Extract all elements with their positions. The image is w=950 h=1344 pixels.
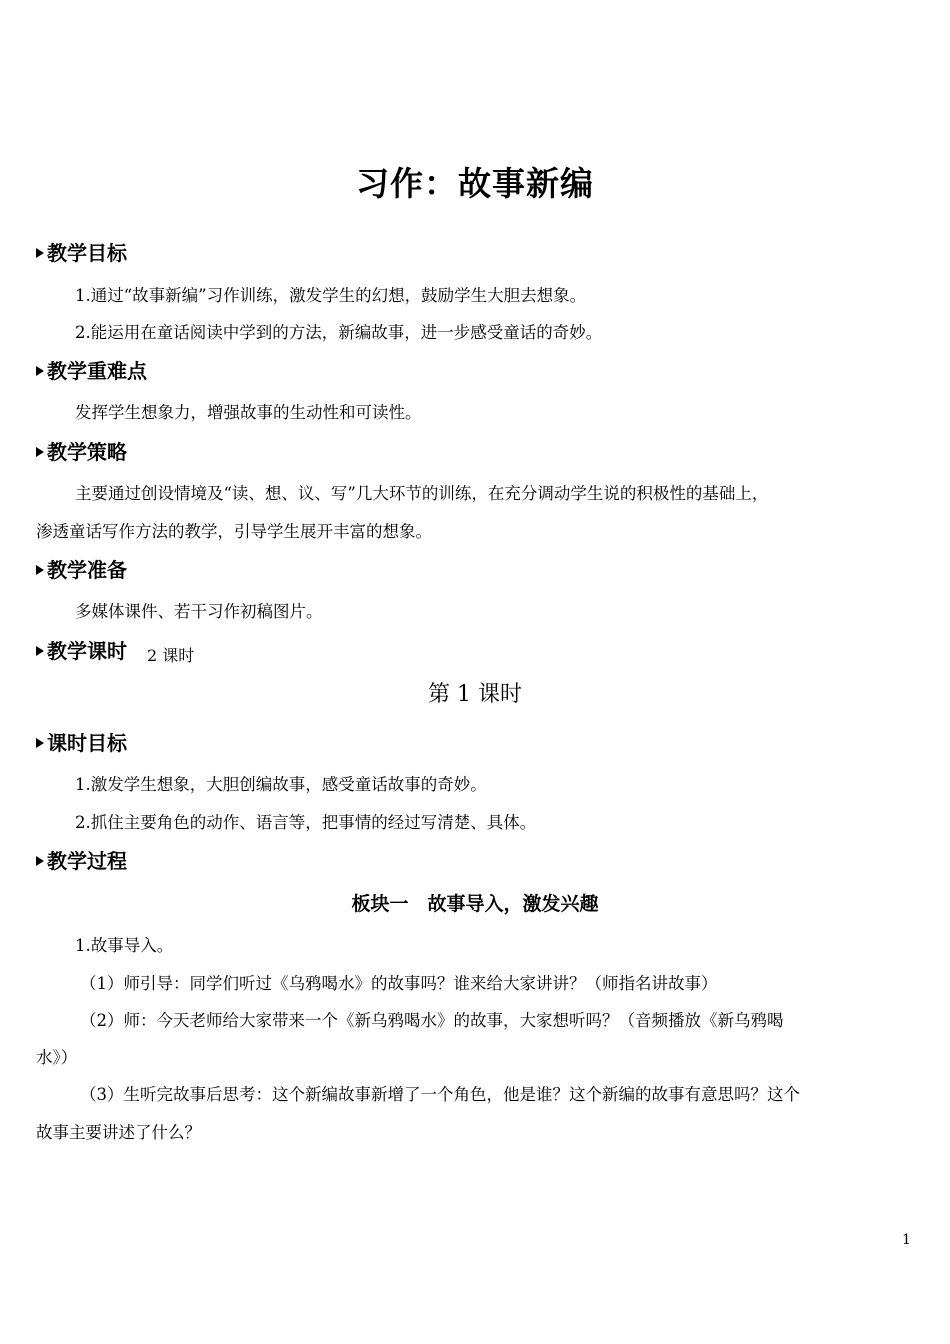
page-title: 习作：故事新编: [356, 164, 594, 203]
heading-lesson-goals: [36, 727, 127, 756]
heading-label: 教学目标: [47, 241, 127, 265]
strategy-text-line1: 主要通过创设情境及“读、想、议、写”几大环节的训练，在充分调动学生说的积极性的基础上，: [75, 484, 769, 503]
triangle-bullet-icon: [36, 565, 44, 575]
preparation-text: 多媒体课件、若干习作初稿图片。: [75, 602, 323, 621]
heading-label: 教学课时: [47, 639, 127, 663]
lesson-goal-item: 1.激发学生想象，大胆创编故事，感受童话故事的奇妙。: [75, 775, 487, 794]
heading-preparation: [36, 554, 127, 583]
class-hours-value: 2 课时: [147, 646, 195, 665]
process-step: （3）生听完故事后思考：这个新编故事新增了一个角色，他是谁？这个新编的故事有意思吗？这个: [80, 1085, 800, 1104]
process-step-continued: 故事主要讲述了什么？: [36, 1123, 201, 1142]
heading-label: 教学过程: [47, 849, 127, 873]
heading-strategy: [36, 436, 127, 465]
heading-label: 课时目标: [47, 731, 127, 755]
triangle-bullet-icon: [36, 646, 44, 656]
heading-label: 教学策略: [47, 440, 127, 464]
process-step: （2）师：今天老师给大家带来一个《新乌鸦喝水》的故事，大家想听吗？（音频播放《新乌鸦喝: [80, 1011, 784, 1030]
heading-teaching-goals: [36, 237, 127, 266]
page-number: 1: [902, 1232, 911, 1248]
lesson-title: 第 1 课时: [428, 682, 522, 707]
triangle-bullet-icon: [36, 248, 44, 258]
key-points-text: 发挥学生想象力，增强故事的生动性和可读性。: [75, 403, 422, 422]
triangle-bullet-icon: [36, 366, 44, 376]
heading-label: 教学重难点: [47, 359, 147, 383]
triangle-bullet-icon: [36, 856, 44, 866]
heading-class-hours: [36, 635, 194, 666]
goal-item: 1.通过“故事新编”习作训练，激发学生的幻想，鼓励学生大胆去想象。: [75, 286, 587, 305]
goal-item: 2.能运用在童话阅读中学到的方法，新编故事，进一步感受童话的奇妙。: [75, 323, 603, 342]
process-step: （1）师引导：同学们听过《乌鸦喝水》的故事吗？谁来给大家讲讲？（师指名讲故事）: [80, 974, 718, 993]
triangle-bullet-icon: [36, 447, 44, 457]
lesson-goal-item: 2.抓住主要角色的动作、语言等，把事情的经过写清楚、具体。: [75, 813, 537, 832]
heading-teaching-process: [36, 845, 127, 874]
heading-label: 教学准备: [47, 558, 127, 582]
heading-key-points: [36, 355, 147, 384]
triangle-bullet-icon: [36, 738, 44, 748]
process-step-continued: 水》）: [36, 1048, 78, 1067]
process-step: 1.故事导入。: [75, 936, 174, 955]
block-title: 板块一 故事导入，激发兴趣: [351, 893, 599, 915]
strategy-text-line2: 渗透童话写作方法的教学，引导学生展开丰富的想象。: [36, 522, 432, 541]
